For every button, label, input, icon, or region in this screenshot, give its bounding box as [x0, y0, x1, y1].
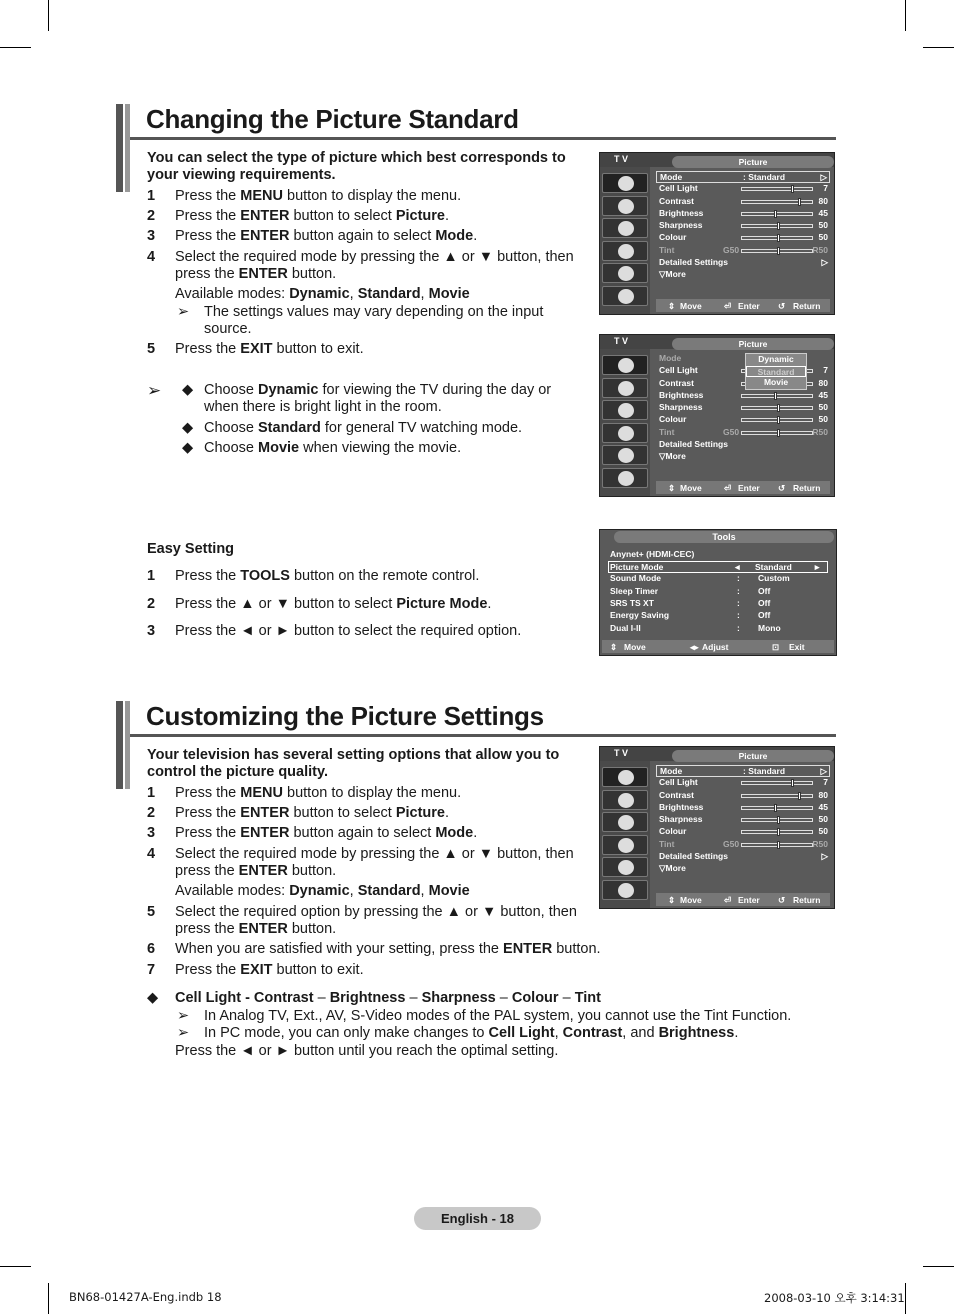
step-number: 4 [147, 249, 156, 265]
mode-row [656, 171, 830, 183]
diamond-bullet-icon: ◆ [182, 440, 194, 456]
note-arrow-icon: ➢ [177, 1025, 190, 1041]
tint-g-value: G50 [723, 426, 740, 437]
picture-icon [602, 173, 648, 193]
tools-row-value: Off [758, 585, 771, 596]
move-icon: ⇕ [610, 642, 618, 652]
tools-row-value: Mono [758, 622, 781, 633]
slider-knob [774, 804, 777, 812]
setting-label: Colour [659, 826, 687, 837]
right-triangle-icon: ▷ [820, 766, 827, 776]
application-icon [602, 286, 648, 306]
setting-slider [741, 830, 813, 834]
step-text: Press the ENTER button to select Picture. [175, 208, 450, 224]
setting-value: 50 [818, 232, 828, 243]
return-label: Return [793, 895, 821, 905]
setting-row [656, 414, 830, 426]
return-icon: ↺ [778, 483, 786, 493]
step-text: Press the ▲ or ▼ button to select Picture Mode. [175, 596, 492, 612]
tv-picture-mode-dropdown-screenshot [599, 334, 835, 497]
tools-row-label: SRS TS XT [610, 597, 654, 608]
final-instruction: Press the ◄ or ► button until you reach the optimal setting. [175, 1043, 559, 1059]
tint-r-value: R50 [812, 838, 828, 849]
osd-sidebar [600, 167, 650, 314]
tools-row [608, 586, 828, 598]
section-title: Changing the Picture Standard [146, 104, 519, 134]
return-label: Return [793, 483, 821, 493]
setting-row [656, 196, 830, 208]
colon: : [737, 573, 740, 584]
slider-knob [798, 792, 801, 800]
colon: : [737, 622, 740, 633]
setting-slider [741, 200, 813, 204]
step-text: Select the required mode by pressing the ▲ or ▼ button, then press the ENTER button. [175, 846, 574, 879]
crop-mark [48, 1283, 49, 1314]
mode-label: Mode [660, 766, 683, 776]
setting-value: 50 [818, 402, 828, 413]
input-icon [602, 445, 648, 465]
move-label: Move [680, 895, 702, 905]
tint-row [656, 245, 830, 257]
setting-label: Brightness [659, 207, 704, 218]
right-triangle-icon: ▷ [821, 851, 828, 862]
tv-label: T V [614, 748, 629, 758]
slider-knob [777, 234, 780, 242]
tools-menu-screenshot [599, 529, 837, 656]
tools-row-label: Sleep Timer [610, 585, 659, 596]
setting-label: Cell Light [659, 365, 698, 376]
setting-label: Contrast [659, 195, 694, 206]
step-text: Press the EXIT button to exit. [175, 962, 364, 978]
tools-row-value: Off [758, 597, 771, 608]
mode-label: Mode [659, 353, 682, 363]
mode-value: : Standard [743, 766, 786, 776]
slider-knob [777, 416, 780, 424]
step-number: 7 [147, 962, 156, 978]
tv-label: T V [614, 336, 629, 346]
footer-file-info: BN68-01427A-Eng.indb 18 [69, 1290, 222, 1304]
right-triangle-icon: ▷ [821, 257, 828, 268]
picture-tab: Picture [672, 156, 834, 168]
crop-mark [48, 0, 49, 31]
step-number: 3 [147, 825, 156, 841]
note-arrow-icon: ➢ [177, 1008, 190, 1024]
mode-option: Dynamic [758, 354, 794, 364]
tools-row [608, 573, 828, 585]
setting-slider [741, 806, 813, 810]
detailed-settings-label: Detailed Settings [659, 439, 728, 450]
step-text: Press the ENTER button again to select Mode. [175, 825, 478, 841]
application-icon [602, 880, 648, 900]
setting-sequence: Cell Light - Contrast – Brightness – Sharpness – Colour – Tint [175, 990, 601, 1006]
available-modes: Available modes: Dynamic, Standard, Movie [175, 286, 470, 302]
detailed-settings-label: Detailed Settings [659, 851, 728, 862]
setting-label: Cell Light [659, 777, 698, 788]
picture-icon [602, 355, 648, 375]
note-text: In Analog TV, Ext., AV, S-Video modes of the PAL system, you cannot use the Tint Function. [204, 1008, 792, 1024]
slider-knob [791, 185, 794, 193]
setting-value: 80 [818, 377, 828, 388]
exit-label: Exit [789, 642, 805, 652]
step-number: 2 [147, 596, 156, 612]
adjust-icon: ◂▸ [690, 642, 699, 652]
setting-slider [741, 212, 813, 216]
bullet-text: Choose Movie when viewing the movie. [204, 440, 462, 456]
step-text: Press the TOOLS button on the remote control. [175, 568, 480, 584]
setting-value: 50 [818, 220, 828, 231]
tint-label: Tint [659, 244, 675, 255]
osd-header [600, 153, 834, 167]
picture-tab: Picture [672, 338, 834, 350]
step-text: Press the EXIT button to exit. [175, 341, 364, 357]
setting-slider [741, 818, 813, 822]
return-icon: ↺ [778, 301, 786, 311]
setting-slider [741, 224, 813, 228]
step-number: 1 [147, 188, 156, 204]
tools-row [608, 598, 828, 610]
tv-label: T V [614, 154, 629, 164]
channel-icon [602, 218, 648, 238]
step-number: 6 [147, 941, 156, 957]
move-icon: ⇕ [668, 301, 676, 311]
step-number: 1 [147, 568, 156, 584]
right-arrow-icon: ► [813, 562, 822, 572]
tv-picture-menu-screenshot [599, 152, 835, 315]
mode-dropdown [745, 353, 807, 390]
tint-r-value: R50 [812, 426, 828, 437]
return-icon: ↺ [778, 895, 786, 905]
tools-row-label: Dual I-II [610, 622, 641, 633]
more-row [656, 269, 830, 281]
colon: : [737, 597, 740, 608]
tint-g-value: G50 [723, 244, 740, 255]
setting-label: Contrast [659, 789, 694, 800]
setting-slider [741, 394, 813, 398]
osd-sidebar [600, 349, 650, 496]
setting-value: 50 [818, 814, 828, 825]
right-triangle-icon: ▷ [820, 172, 827, 182]
tint-slider [741, 431, 813, 435]
tools-row [608, 610, 828, 622]
setting-slider [741, 236, 813, 240]
detailed-settings-row [656, 257, 830, 269]
channel-icon [602, 400, 648, 420]
step-number: 2 [147, 208, 156, 224]
step-number: 5 [147, 341, 156, 357]
return-label: Return [793, 301, 821, 311]
crop-mark [923, 1266, 954, 1267]
setting-value: 80 [818, 195, 828, 206]
section-title: Customizing the Picture Settings [146, 701, 544, 731]
step-number: 3 [147, 623, 156, 639]
setting-label: Brightness [659, 389, 704, 400]
more-label: ▽More [659, 863, 686, 874]
anynet-label: Anynet+ (HDMI-CEC) [610, 549, 695, 559]
step-text: Press the MENU button to display the menu. [175, 785, 462, 801]
sound-icon [602, 790, 648, 810]
mode-value: : Standard [743, 172, 786, 182]
picture-tab: Picture [672, 750, 834, 762]
step-text: Press the ◄ or ► button to select the required option. [175, 623, 522, 639]
osd-footer [656, 299, 830, 312]
step-number: 1 [147, 785, 156, 801]
application-icon [602, 468, 648, 488]
footer-timestamp: 2008-03-10 오후 3:14:31 [764, 1291, 905, 1305]
intro-text: Your television has several setting options that allow you to control the picture quality. [147, 747, 560, 780]
setting-row [656, 814, 830, 826]
colon: : [737, 585, 740, 596]
move-label: Move [624, 642, 646, 652]
bullet-text: Choose Standard for general TV watching mode. [204, 420, 523, 436]
step-text: Press the ENTER button to select Picture. [175, 805, 450, 821]
tools-title: Tools [614, 531, 834, 543]
mode-option: Movie [763, 377, 789, 387]
channel-icon [602, 812, 648, 832]
diamond-bullet-icon: ◆ [182, 382, 194, 398]
detailed-settings-row [656, 439, 830, 451]
setting-slider [741, 187, 813, 191]
enter-label: Enter [738, 895, 760, 905]
step-text: When you are satisfied with your setting, press the ENTER button. [175, 941, 601, 957]
slider-knob [777, 816, 780, 824]
setting-label: Brightness [659, 801, 704, 812]
tint-label: Tint [659, 426, 675, 437]
detailed-settings-label: Detailed Settings [659, 257, 728, 268]
tools-row [608, 623, 828, 635]
setup-icon [602, 241, 648, 261]
adjust-label: Adjust [702, 642, 729, 652]
tint-label: Tint [659, 838, 675, 849]
bullet-text: Choose Dynamic for viewing the TV during the day or when there is bright light in the room. [204, 382, 552, 415]
step-number: 3 [147, 228, 156, 244]
tint-row [656, 427, 830, 439]
step-number: 2 [147, 805, 156, 821]
tools-row-label: Sound Mode [610, 573, 661, 584]
osd-header [600, 335, 834, 349]
slider-knob [777, 404, 780, 412]
setting-value: 45 [818, 801, 828, 812]
setting-label: Colour [659, 414, 687, 425]
mode-option: Standard [746, 366, 806, 378]
setting-label: Sharpness [659, 814, 703, 825]
tools-row-value: Custom [758, 573, 790, 584]
slider-knob [777, 828, 780, 836]
step-text: Press the MENU button to display the menu. [175, 188, 462, 204]
setting-value: 45 [818, 207, 828, 218]
slider-knob [774, 210, 777, 218]
step-text: Press the ENTER button again to select Mode. [175, 228, 478, 244]
intro-text: You can select the type of picture which best corresponds to your viewing requirements. [147, 150, 566, 183]
setting-row [656, 220, 830, 232]
setting-row [656, 183, 830, 195]
setting-value: 7 [823, 365, 828, 376]
note-arrow-icon: ➢ [177, 304, 190, 320]
colon: : [737, 610, 740, 621]
tint-slider [741, 249, 813, 253]
sound-icon [602, 378, 648, 398]
note-arrow-icon: ➢ [147, 381, 162, 400]
setting-value: 7 [823, 777, 828, 788]
step-number: 4 [147, 846, 156, 862]
tint-slider [741, 843, 813, 847]
setting-slider [741, 794, 813, 798]
enter-label: Enter [738, 483, 760, 493]
setting-slider [741, 418, 813, 422]
more-label: ▽More [659, 451, 686, 462]
more-label: ▽More [659, 269, 686, 280]
mode-label: Mode [660, 172, 683, 182]
setting-row [656, 802, 830, 814]
setting-slider [741, 406, 813, 410]
setting-value: 50 [818, 414, 828, 425]
setting-row [656, 208, 830, 220]
setting-row [656, 232, 830, 244]
setup-icon [602, 423, 648, 443]
enter-icon: ⏎ [724, 483, 732, 493]
setting-label: Sharpness [659, 220, 703, 231]
move-label: Move [680, 301, 702, 311]
step-text: Select the required mode by pressing the ▲ or ▼ button, then press the ENTER button. [175, 249, 574, 282]
note-text: The settings values may vary depending on the input source. [204, 304, 544, 337]
setting-value: 7 [823, 183, 828, 194]
setup-icon [602, 835, 648, 855]
diamond-bullet-icon: ◆ [182, 420, 194, 436]
tools-row-label: Energy Saving [610, 610, 670, 621]
move-icon: ⇕ [668, 895, 676, 905]
move-icon: ⇕ [668, 483, 676, 493]
left-arrow-icon: ◄ [733, 562, 742, 572]
easy-setting-title: Easy Setting [147, 541, 235, 557]
osd-footer [656, 893, 830, 906]
diamond-bullet-icon: ◆ [147, 990, 159, 1006]
osd-footer [656, 481, 830, 494]
setting-row [656, 826, 830, 838]
setting-row [656, 790, 830, 802]
setting-value: 80 [818, 789, 828, 800]
tools-row-label: Picture Mode [610, 562, 664, 572]
more-row [656, 451, 830, 463]
more-row [656, 863, 830, 875]
tools-footer [602, 640, 834, 653]
crop-mark [0, 47, 31, 48]
detailed-settings-row [656, 851, 830, 863]
tools-row-value: Standard [755, 562, 792, 572]
setting-value: 45 [818, 389, 828, 400]
setting-label: Cell Light [659, 183, 698, 194]
sound-icon [602, 196, 648, 216]
input-icon [602, 857, 648, 877]
available-modes: Available modes: Dynamic, Standard, Movie [175, 883, 470, 899]
move-label: Move [680, 483, 702, 493]
tint-g-value: G50 [723, 838, 740, 849]
enter-label: Enter [738, 301, 760, 311]
enter-icon: ⏎ [724, 301, 732, 311]
input-icon [602, 263, 648, 283]
crop-mark [905, 0, 906, 31]
setting-value: 50 [818, 826, 828, 837]
step-text: Select the required option by pressing the ▲ or ▼ button, then press the ENTER button. [175, 904, 577, 937]
setting-label: Contrast [659, 377, 694, 388]
tint-r-value: R50 [812, 244, 828, 255]
setting-label: Colour [659, 232, 687, 243]
step-number: 5 [147, 904, 156, 920]
crop-mark [905, 1283, 906, 1314]
enter-icon: ⏎ [724, 895, 732, 905]
exit-icon: ⊡ [772, 642, 780, 652]
crop-mark [0, 1266, 31, 1267]
slider-knob [774, 392, 777, 400]
setting-row [656, 390, 830, 402]
tint-row [656, 839, 830, 851]
crop-mark [923, 47, 954, 48]
setting-label: Sharpness [659, 402, 703, 413]
tools-row-value: Off [758, 610, 771, 621]
page-number-badge: English - 18 [414, 1207, 541, 1230]
slider-knob [777, 222, 780, 230]
setting-row [656, 402, 830, 414]
note-text: In PC mode, you can only make changes to Cell Light, Contrast, and Brightness. [204, 1025, 739, 1041]
slider-knob [798, 198, 801, 206]
